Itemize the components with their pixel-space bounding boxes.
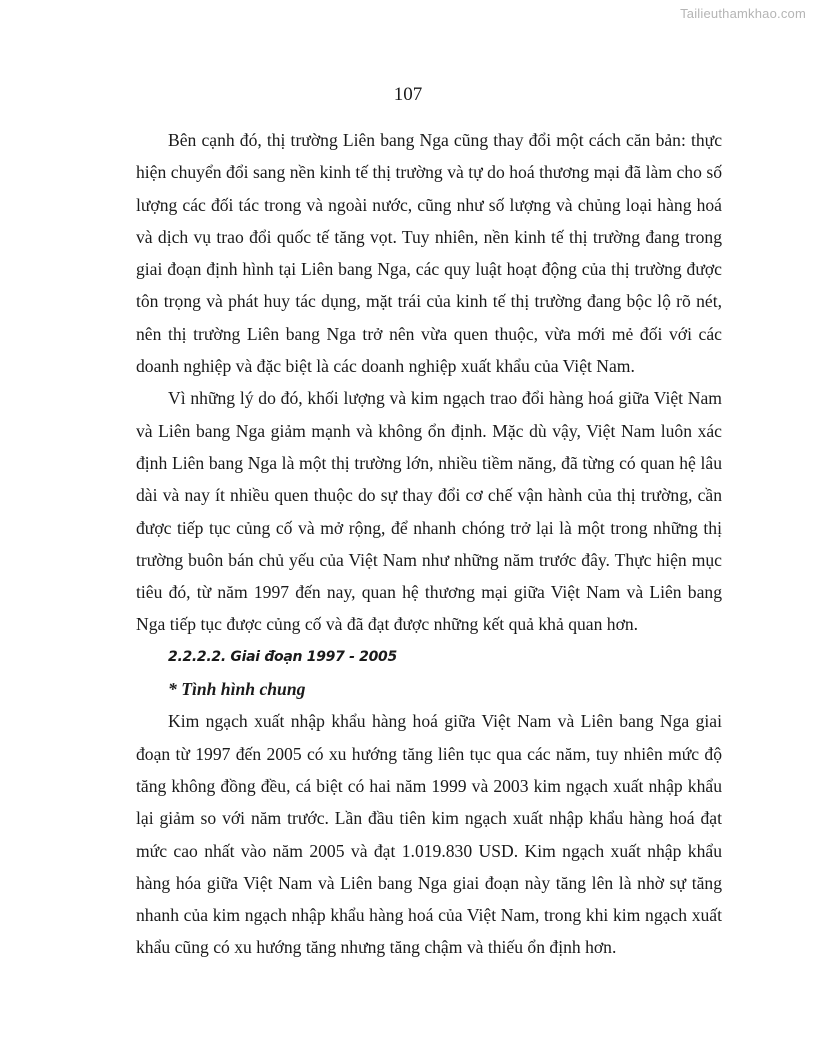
watermark: Tailieuthamkhao.com [680, 6, 806, 21]
sub-heading: * Tình hình chung [168, 679, 306, 700]
paragraph: Bên cạnh đó, thị trường Liên bang Nga cũng thay đổi một cách căn bản: thực hiện chuyển đổi sang nền kinh tế thị trường và tự do hoá thương mại đã làm cho số lượng các đối tác trong và ngoài nước, cũng như số lượng và chủng loại hàng hoá và dịch vụ trao đổi quốc tế tăng vọt. Tuy nhiên, nền kinh tế thị trường đang trong giai đoạn định hình tại Liên bang Nga, các quy luật hoạt động của thị trường được tôn trọng và phát huy tác dụng, mặt trái của kinh tế thị trường đang bộc lộ rõ nét, nên thị trường Liên bang Nga trở nên vừa quen thuộc, vừa mới mẻ đối với các doanh nghiệp và đặc biệt là các doanh nghiệp xuất khẩu của Việt Nam. [136, 130, 722, 377]
paragraph: Vì những lý do đó, khối lượng và kim ngạch trao đổi hàng hoá giữa Việt Nam và Liên bang Nga giảm mạnh và không ổn định. Mặc dù vậy, Việt Nam luôn xác định Liên bang Nga là một thị trường lớn, nhiều tiềm năng, đã từng có quan hệ lâu dài và nay ít nhiều quen thuộc do sự thay đổi cơ chế vận hành của thị trường, cần được tiếp tục củng cố và mở rộng, để nhanh chóng trở lại là một trong những thị trường buôn bán chủ yếu của Việt Nam như những năm trước đây. Thực hiện mục tiêu đó, từ năm 1997 đến nay, quan hệ thương mại giữa Việt Nam và Liên bang Nga tiếp tục được củng cố và đã đạt được những kết quả khả quan hơn. [136, 388, 722, 635]
document-body [136, 124, 722, 964]
section-heading: 2.2.2.2. Giai đoạn 1997 - 2005 [168, 648, 397, 665]
page-number: 107 [393, 84, 423, 105]
paragraph: Kim ngạch xuất nhập khẩu hàng hoá giữa Việt Nam và Liên bang Nga giai đoạn từ 1997 đến 2005 có xu hướng tăng liên tục qua các năm, tuy nhiên mức độ tăng không đồng đều, cá biệt có hai năm 1999 và 2003 kim ngạch xuất nhập khẩu lại giảm so với năm trước. Lần đầu tiên kim ngạch xuất nhập khẩu hàng hoá đạt mức cao nhất vào năm 2005 và đạt 1.019.830 USD. Kim ngạch xuất nhập khẩu hàng hóa giữa Việt Nam và Liên bang Nga giai đoạn này tăng lên là nhờ sự tăng nhanh của kim ngạch nhập khẩu hàng hoá của Việt Nam, trong khi kim ngạch xuất khẩu cũng có xu hướng tăng nhưng tăng chậm và thiếu ổn định hơn. [136, 711, 722, 958]
